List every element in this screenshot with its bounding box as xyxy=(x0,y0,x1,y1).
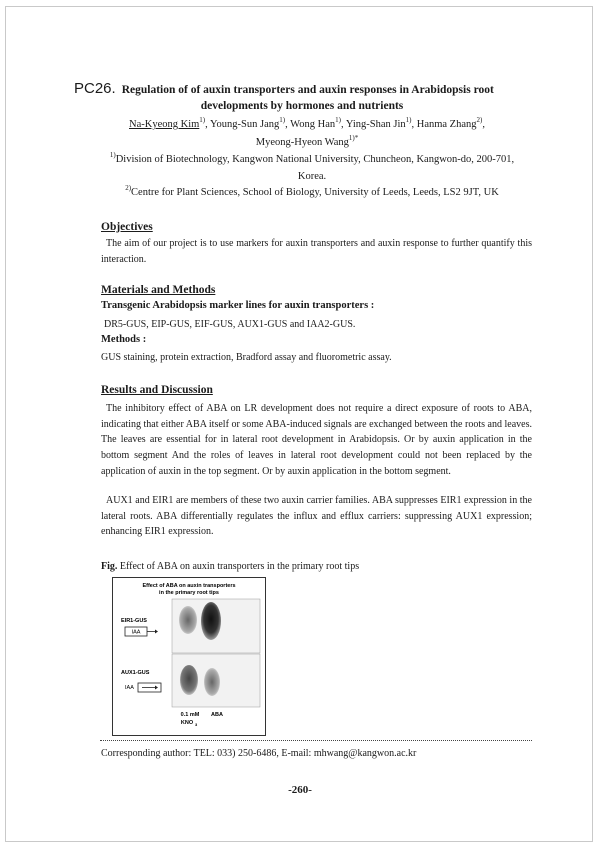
author-2: Young-Sun Jang xyxy=(210,119,280,130)
author-6-sup: 1)* xyxy=(348,134,359,142)
label-aux1-gus: AUX1-GUS xyxy=(121,670,150,676)
author-5: Hanma Zhang xyxy=(416,119,477,130)
column-label-kno3-subscript: 3 xyxy=(195,722,198,727)
materials-heading: Materials and Methods xyxy=(101,284,216,296)
author-sep: , xyxy=(340,119,346,130)
arrow-head-top xyxy=(155,630,158,634)
author-sep: , xyxy=(285,119,291,130)
affiliation-1-text: Division of Biotechnology, Kangwon National University, Chuncheon, Kangwon-do, 200-701, xyxy=(115,154,515,165)
affiliation-2 xyxy=(90,184,534,198)
author-5-sup: 2) xyxy=(476,116,483,124)
figure-caption-text: Effect of ABA on auxin transporters in the primary root tips xyxy=(119,561,360,572)
column-label-kno3: 0.1 mM xyxy=(180,712,200,718)
author-sep: , xyxy=(482,119,485,130)
author-4: Ying-Shan Jin xyxy=(345,119,406,130)
author-1: Na-Kyeong Kim xyxy=(129,119,200,130)
results-para2: AUX1 and EIR1 are members of these two auxin carrier families. ABA suppresses EIR1 expression in the lateral roots. ABA differentially regulates the influx and efflux carriers: suppressing AUX1 expression; enhancing EIR1 expression. xyxy=(101,495,532,538)
results-heading: Results and Discussion xyxy=(101,384,213,396)
paper-code: PC26. xyxy=(74,80,116,97)
affiliation-1 xyxy=(90,151,534,165)
authors-line2 xyxy=(84,134,530,148)
figure-inner-title-2: in the primary root tips xyxy=(159,590,219,596)
author-6: Myeong-Hyeon Wang xyxy=(255,137,349,148)
title-line1-text: Regulation of of auxin transporters and auxin responses in Arabidopsis root xyxy=(121,84,494,96)
author-sep: , xyxy=(205,119,211,130)
materials-sub1: Transgenic Arabidopsis marker lines for auxin transporters : xyxy=(101,300,375,311)
affiliation-2-text: Centre for Plant Sciences, School of Biology, University of Leeds, Leeds, LS2 9JT, UK xyxy=(131,187,499,198)
figure-caption xyxy=(101,561,359,572)
corresponding-author: Corresponding author: TEL: 033) 250-6486, E-mail: mhwang@kangwon.ac.kr xyxy=(101,748,417,759)
root-tip-eir1-aba xyxy=(201,602,221,640)
results-para1: The inhibitory effect of ABA on LR development does not require a direct exposure of roots to ABA, indicating that either ABA itself or some ABA-induced signals are exchanged between the roots and leaves. The leaves are essential for in lateral root development in Arabidopsis. Or by auxin application in the bottom segment And the roles of leaves in lateral root development could not been replaced by the application of auxin in the top segment. Or by auxin application in the bottom segment. xyxy=(101,403,532,477)
page-number: -260- xyxy=(288,784,312,796)
affiliation-2-sup: 2) xyxy=(125,184,132,192)
figure-graphic xyxy=(113,578,265,735)
figure-inner-title-1: Effect of ABA on auxin transporters xyxy=(142,583,236,589)
affiliation-1-cont: Korea. xyxy=(297,171,327,182)
methods-sub: Methods : xyxy=(101,334,147,345)
affiliation-1-sup: 1) xyxy=(109,151,116,159)
iaa-label-top: IAA xyxy=(131,629,141,636)
authors-line1 xyxy=(84,116,530,130)
root-tip-aux1-aba xyxy=(204,668,220,696)
objectives-text: The aim of our project is to use markers for auxin transporters and auxin response to further quantify this interaction. xyxy=(101,238,532,265)
footer-rule xyxy=(100,740,532,741)
figure-panel xyxy=(112,577,266,736)
column-label-kno3-sub: KNO xyxy=(180,720,194,726)
methods-text: GUS staining, protein extraction, Bradford assay and fluorometric assay. xyxy=(101,352,392,363)
iaa-label-bottom: IAA xyxy=(125,685,134,691)
objectives-heading: Objectives xyxy=(101,221,153,233)
materials-text1: DR5-GUS, EIP-GUS, EIF-GUS, AUX1-GUS and IAA2-GUS. xyxy=(104,319,356,330)
author-4-sup: 1) xyxy=(405,116,412,124)
root-tip-aux1-kno3 xyxy=(180,665,198,695)
paper-title-line2: developments by hormones and nutrients xyxy=(200,100,404,112)
arrow-head-bottom xyxy=(155,686,158,690)
author-sep: , xyxy=(411,119,417,130)
author-3: Wong Han xyxy=(290,119,336,130)
column-label-aba: ABA xyxy=(211,712,223,718)
author-3-sup: 1) xyxy=(335,116,341,124)
author-2-sup: 1) xyxy=(279,116,286,124)
author-1-sup: 1) xyxy=(199,116,206,124)
root-tip-eir1-kno3 xyxy=(179,606,197,634)
figure-caption-prefix: Fig. xyxy=(101,561,118,572)
label-eir1-gus: EIR1-GUS xyxy=(121,618,147,624)
paper-title-line1 xyxy=(74,80,534,99)
